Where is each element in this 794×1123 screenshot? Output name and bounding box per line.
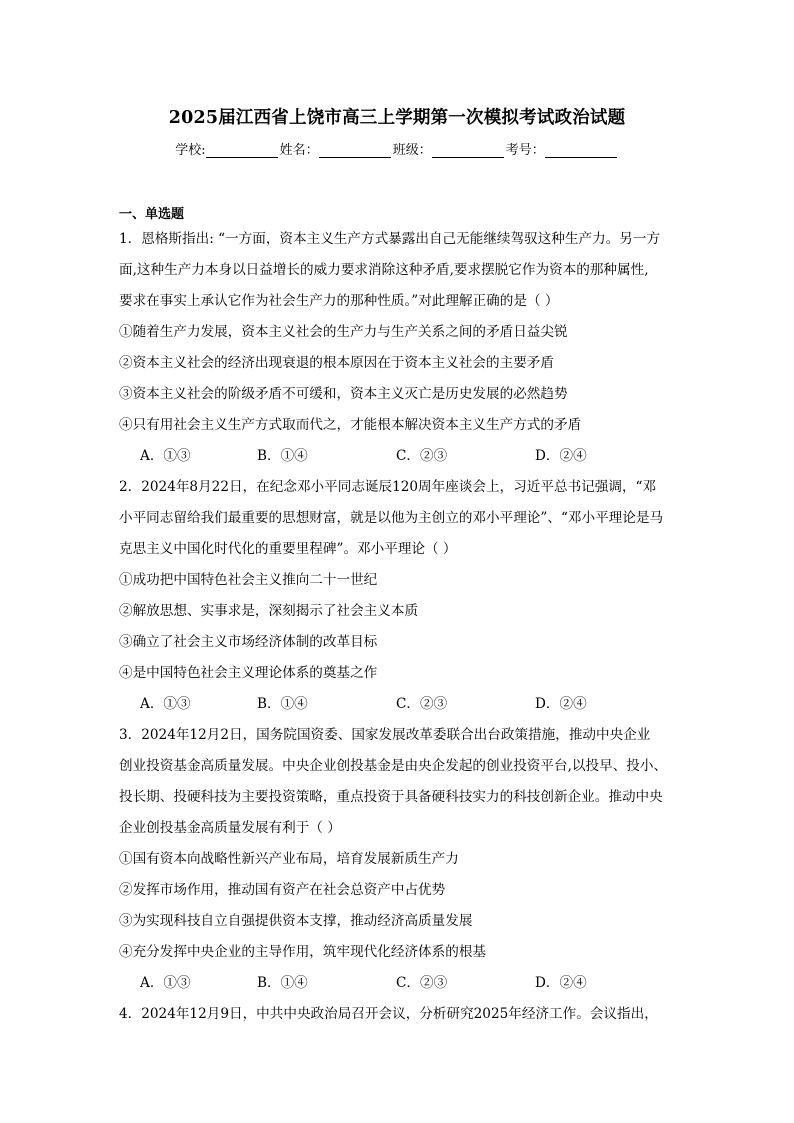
section-heading: 一、单选题	[119, 207, 185, 222]
option-d: D．②④	[535, 696, 587, 712]
school-blank	[206, 143, 278, 158]
option-b: B．①④	[257, 696, 308, 712]
statement-item: ④充分发挥中央企业的主导作用，筑牢现代化经济体系的根基	[119, 944, 487, 960]
class-blank	[432, 143, 504, 158]
answer-options	[140, 973, 660, 993]
option-d: D．②④	[535, 975, 587, 991]
question-stem-line: 2．2024年8月22日，在纪念邓小平同志诞辰120周年座谈会上，习近平总书记强调，“邓	[119, 479, 657, 495]
answer-options	[140, 446, 660, 466]
option-c: C．②③	[396, 975, 448, 991]
page-title: 2025届江西省上饶市高三上学期第一次模拟考试政治试题	[168, 108, 626, 128]
option-b: B．①④	[257, 448, 308, 464]
name-blank	[319, 143, 391, 158]
option-a: A．①③	[140, 696, 191, 712]
option-a: A．①③	[140, 975, 191, 991]
statement-item: ①国有资本向战略性新兴产业布局，培育发展新质生产力	[119, 851, 459, 867]
statement-item: ①随着生产力发展，资本主义社会的生产力与生产关系之间的矛盾日益尖锐	[119, 324, 568, 340]
name-label: 姓名：	[279, 143, 319, 158]
class-label: 班级：	[392, 143, 432, 158]
question-stem-line: 企业创投基金高质量发展有利于（ ）	[119, 820, 341, 836]
question-stem-line: 1．恩格斯指出: “一方面，资本主义生产方式暴露出自己无能继续驾驭这种生产力。另一方	[119, 231, 661, 247]
option-b: B．①④	[257, 975, 308, 991]
question-stem-line: 要求在事实上承认它作为社会生产力的那种性质。”对此理解正确的是（ ）	[119, 293, 559, 309]
option-a: A．①③	[140, 448, 191, 464]
question-stem-line: 创业投资基金高质量发展。中央企业创投基金是由央企发起的创业投资平台,以投早、投小、	[119, 758, 668, 774]
statement-item: ②解放思想、实事求是，深刻揭示了社会主义本质	[119, 603, 419, 619]
statement-item: ④是中国特色社会主义理论体系的奠基之作	[119, 665, 378, 681]
exam-no-label: 考号：	[505, 143, 545, 158]
statement-item: ③确立了社会主义市场经济体制的改革目标	[119, 634, 378, 650]
question-stem-line: 投长期、投硬科技为主要投资策略，重点投资于具备硬科技实力的科技创新企业。推动中央	[119, 789, 663, 805]
question-stem-line: 面,这种生产力本身以日益增长的威力要求消除这种矛盾,要求摆脱它作为资本的那种属性,	[119, 262, 649, 278]
question-stem-line: 3．2024年12月2日，国务院国资委、国家发展改革委联合出台政策措施，推动中央企业	[119, 727, 651, 743]
statement-item: ③为实现科技自立自强提供资本支撑，推动经济高质量发展	[119, 913, 473, 929]
option-c: C．②③	[396, 696, 448, 712]
question-stem-line: 小平同志留给我们最重要的思想财富，就是以他为主创立的邓小平理论”、“邓小平理论是马	[119, 510, 664, 526]
question-stem-line: 克思主义中国化时代化的重要里程碑”。邓小平理论（ ）	[119, 541, 457, 557]
student-info-row	[0, 139, 794, 158]
school-label: 学校:	[175, 143, 206, 158]
exam-no-blank	[545, 143, 617, 158]
statement-item: ①成功把中国特色社会主义推向二十一世纪	[119, 572, 378, 588]
question-stem-line: 4．2024年12月9日，中共中央政治局召开会议，分析研究2025年经济工作。会议指出，	[119, 1006, 658, 1022]
option-d: D．②④	[535, 448, 587, 464]
statement-item: ②发挥市场作用，推动国有资产在社会总资产中占优势	[119, 882, 446, 898]
answer-options	[140, 694, 660, 714]
statement-item: ③资本主义社会的阶级矛盾不可缓和，资本主义灭亡是历史发展的必然趋势	[119, 386, 568, 402]
option-c: C．②③	[396, 448, 448, 464]
statement-item: ②资本主义社会的经济出现衰退的根本原因在于资本主义社会的主要矛盾	[119, 355, 554, 371]
statement-item: ④只有用社会主义生产方式取而代之，才能根本解决资本主义生产方式的矛盾	[119, 417, 582, 433]
